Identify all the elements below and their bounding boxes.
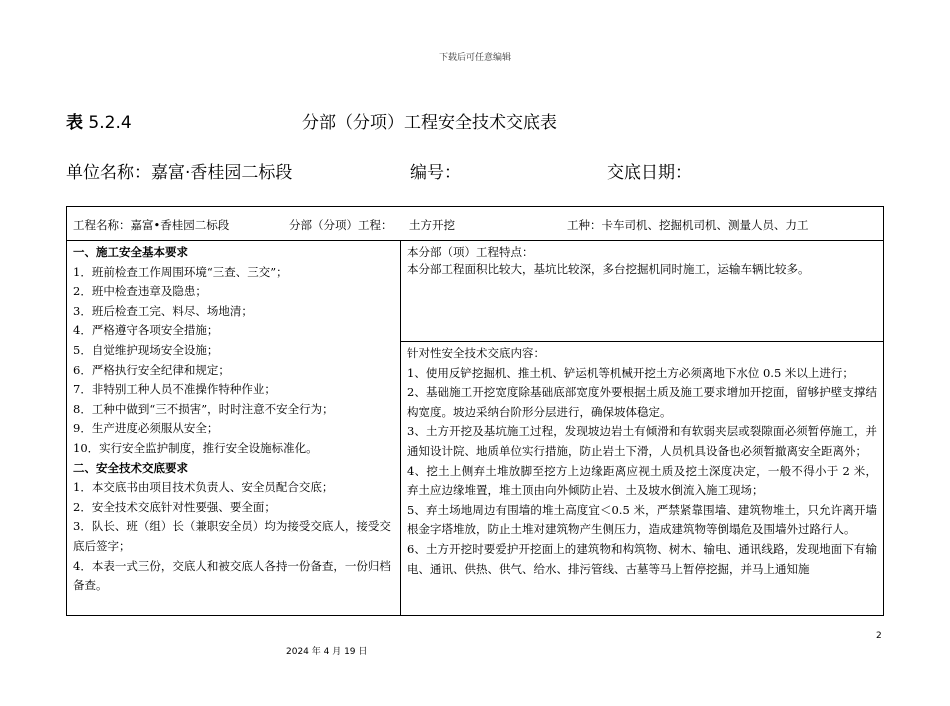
table-code <box>66 108 132 133</box>
disclosure-item: 6、土方开挖时要爱护开挖面上的建筑物和构筑物、树木、输电、通讯线路，发现地面下有输电、通讯、供热、供气、给水、排污管线、古墓等马上暂停挖掘，并马上通知施 <box>407 541 877 576</box>
table-header-row <box>67 207 883 241</box>
general-requirements-column <box>67 240 401 615</box>
list-item: 2．班中检查违章及隐患； <box>73 284 207 299</box>
disclosure-item: 1、使用反铲挖掘机、推土机、铲运机等机械开挖土方必须离地下水位 0.5 米以上进行； <box>407 365 854 380</box>
table-code-prefix: 表 <box>66 113 83 133</box>
list-item: 4．本表一式三份，交底人和被交底人各持一份备查，一份归档备查。 <box>73 558 391 593</box>
handover-date-field: 交底日期： <box>607 163 692 183</box>
page-number: 2 <box>876 631 882 641</box>
disclosure-item: 2、基础施工开挖宽度除基础底部宽度外要根据土质及施工要求增加开挖面，留够护壁支撑结构宽度。坡边采纳台阶形分层进行，确保坡体稳定。 <box>407 385 877 419</box>
list-item: 4．严格遵守各项安全措施； <box>73 323 219 338</box>
list-item: 2．安全技术交底针对性要强、要全面； <box>73 499 276 514</box>
disclosure-item: 5、弃土场地周边有围墙的堆土高度宜＜0.5 米，严禁紧靠围墙、建筑物堆土，只允许离开墙根金字塔堆放，防止土堆对建筑物产生侧压力，造成建筑物等倒塌危及围墙外过路行人。 <box>407 502 877 537</box>
project-features-cell <box>401 240 883 342</box>
features-label: 本分部（项）工程特点： <box>407 245 534 259</box>
safety-disclosure-table <box>66 206 884 616</box>
document-title <box>66 108 896 134</box>
features-text: 本分部工程面积比较大，基坑比较深，多台挖掘机同时施工，运输车辆比较多。 <box>407 262 810 276</box>
table-code-number: 5.2.4 <box>83 113 132 133</box>
division-label: 分部（分项）工程： <box>289 218 393 232</box>
list-item: 6．严格执行安全纪律和规定； <box>73 362 230 377</box>
list-item: 3．队长、班（组）长（兼职安全员）均为接受交底人，接受交底后签字； <box>73 519 391 553</box>
specific-disclosure-cell <box>401 342 883 615</box>
disclosure-item: 4、挖土上侧弃土堆放脚至挖方上边缘距离应视土质及挖土深度决定，一般不得小于 2 米，弃土应边缘堆置，堆土顶由向外倾防止岩、土及坡水倒流入施工现场； <box>407 463 877 498</box>
list-item: 1．班前检查工作周围环境“三查、三交”； <box>73 264 288 279</box>
specific-content-column <box>401 240 883 615</box>
info-line <box>66 158 896 182</box>
list-item: 10．实行安全监护制度，推行安全设施标准化。 <box>73 440 318 455</box>
division-value: 土方开挖 <box>409 218 455 232</box>
list-item: 9．生产进度必须服从安全； <box>73 421 219 436</box>
number-field: 编号： <box>410 163 461 183</box>
project-name: 工程名称：嘉富•香桂园二标段 <box>73 218 230 232</box>
list-item: 7．非特别工种人员不准操作特种作业； <box>73 382 276 397</box>
list-item: 5．自觉维护现场安全设施； <box>73 342 219 357</box>
unit-name: 单位名称：嘉富·香桂园二标段 <box>66 163 293 183</box>
disclosure-item: 3、土方开挖及基坑施工过程，发现坡边岩土有倾滑和有软弱夹层或裂隙面必须暂停施工，并通知设计院、地质单位实行措施，防止岩土下滑，人员机具设备也必须暂撤离安全距离外； <box>407 424 877 458</box>
section1-title: 一、施工安全基本要求 <box>73 245 188 259</box>
header-note: 下载后可任意编辑 <box>438 53 511 63</box>
work-types: 工种：卡车司机、挖掘机司机、测量人员、力工 <box>567 218 809 232</box>
page-title: 分部（分项）工程安全技术交底表 <box>302 113 557 133</box>
disclosure-label: 针对性安全技术交底内容： <box>407 346 545 360</box>
section2-title: 二、安全技术交底要求 <box>73 460 188 475</box>
list-item: 1．本交底书由项目技术负责人、安全员配合交底； <box>73 480 334 495</box>
footer-date: 2024 年 4 月 19 日 <box>286 647 368 657</box>
list-item: 8．工种中做到“三不损害”，时时注意不安全行为； <box>73 401 334 416</box>
list-item: 3．班后检查工完、料尽、场地清； <box>73 303 253 318</box>
